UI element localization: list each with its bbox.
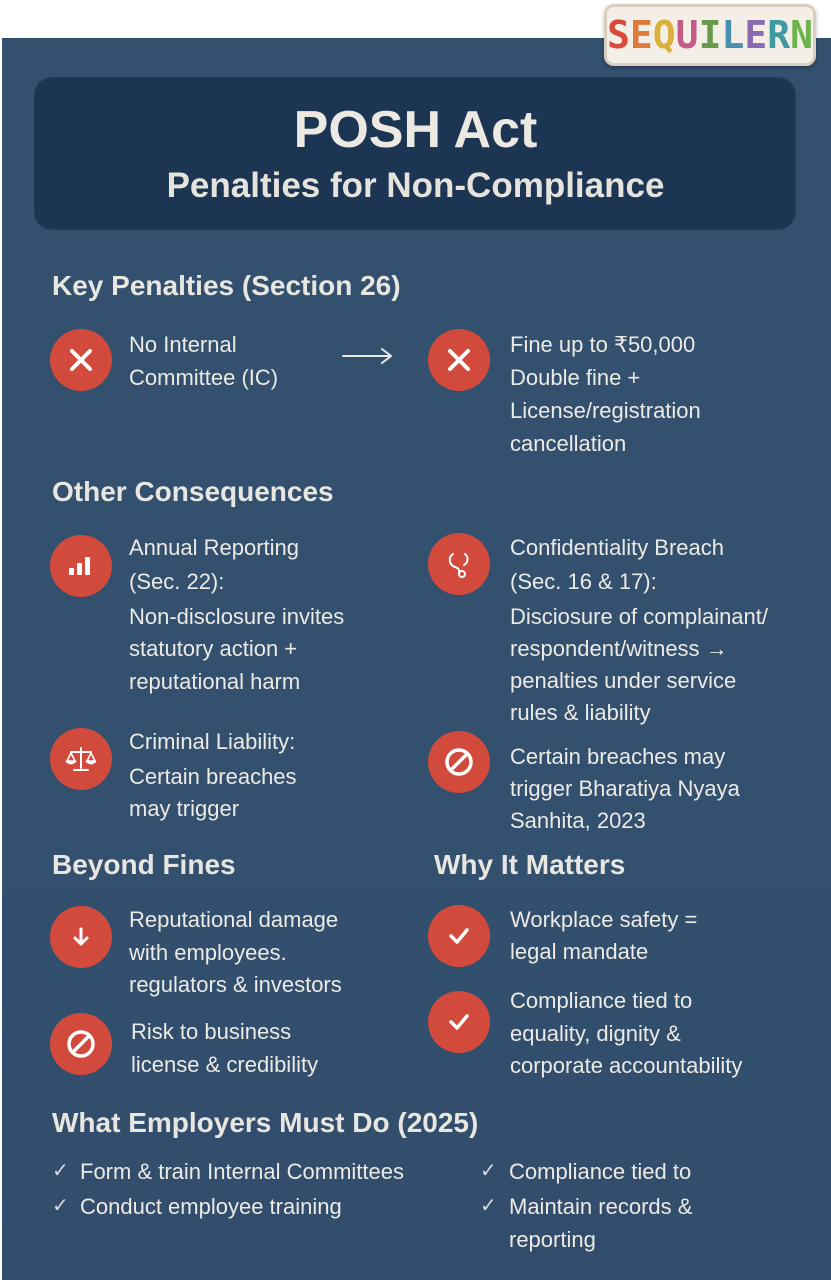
fine-line-2: Double fine +: [510, 365, 641, 390]
compliance-line-1: Compliance tied to: [510, 988, 693, 1013]
checkmark-icon: ✓: [480, 1158, 497, 1182]
prohibited-icon: [428, 731, 490, 793]
employer-item-training: Conduct employee training: [80, 1194, 342, 1219]
arrow-right-icon: [342, 346, 394, 366]
criminal-liability-line-1: Criminal Liability:: [129, 729, 296, 754]
logo-letter: S: [607, 13, 630, 57]
close-x-icon: [428, 329, 490, 391]
reputational-line-3: regulators & investors: [129, 972, 342, 997]
bns-line-3: Sanhita, 2023: [510, 808, 646, 833]
prohibited-icon: [50, 1013, 112, 1075]
employers-heading: What Employers Must Do (2025): [52, 1107, 479, 1138]
no-ic-line-1: No Internal: [129, 332, 237, 357]
employer-item-records-1: Maintain records &: [509, 1194, 693, 1219]
bns-line-2: trigger Bharatiya Nyaya: [510, 776, 740, 801]
reputational-line-2: with employees.: [129, 940, 287, 965]
confidentiality-line-1: Confidentiality Breach: [510, 535, 725, 560]
annual-reporting-line-5: reputational harm: [129, 669, 301, 694]
page-title: POSH Act: [293, 101, 538, 159]
bns-line-1: Certain breaches may: [510, 744, 726, 769]
logo-letter: N: [790, 13, 814, 57]
checkmark-icon: ✓: [52, 1158, 69, 1182]
stethoscope-icon: [428, 533, 490, 595]
confidentiality-line-3: Disciosure of complainant/: [510, 604, 769, 629]
other-consequences-heading: Other Consequences: [52, 476, 334, 507]
logo-letter: L: [721, 13, 745, 57]
fine-line-3: License/registration: [510, 398, 701, 423]
confidentiality-line-6: rules & liability: [510, 700, 651, 725]
compliance-line-3: corporate accountability: [510, 1053, 743, 1078]
close-x-icon: [50, 329, 112, 391]
scales-icon: [50, 728, 112, 790]
sequilern-logo: [604, 4, 816, 66]
employer-item-compliance: Compliance tied to: [509, 1159, 692, 1184]
workplace-safety-line-1: Workplace safety =: [510, 907, 698, 932]
checkmark-icon: [428, 905, 490, 967]
fine-line-1: Fine up to ₹50,000: [510, 332, 696, 357]
confidentiality-line-5: penalties under service: [510, 668, 737, 693]
employer-item-form-train: Form & train Internal Committees: [80, 1159, 404, 1184]
why-it-matters-heading: Why It Matters: [434, 849, 626, 880]
logo-letter: Q: [652, 13, 676, 57]
bar-chart-icon: [50, 535, 112, 597]
annual-reporting-line-2: (Sec. 22):: [129, 569, 225, 594]
fine-line-4: cancellation: [510, 431, 627, 456]
logo-letter: U: [675, 13, 699, 57]
beyond-fines-heading: Beyond Fines: [52, 849, 236, 880]
logo-letter: I: [698, 13, 722, 57]
page-subtitle: Penalties for Non-Compliance: [166, 166, 665, 205]
annual-reporting-line-1: Annual Reporting: [129, 535, 300, 560]
criminal-liability-line-3: may trigger: [129, 796, 240, 821]
arrow-down-icon: [50, 906, 112, 968]
reputational-line-1: Reputational damage: [129, 907, 339, 932]
logo-letter: E: [744, 13, 768, 57]
business-risk-line-1: Risk to business: [131, 1019, 292, 1044]
compliance-line-2: equality, dignity &: [510, 1021, 681, 1046]
business-risk-line-2: license & credibility: [131, 1052, 319, 1077]
workplace-safety-line-2: legal mandate: [510, 939, 649, 964]
checkmark-icon: ✓: [52, 1193, 69, 1217]
confidentiality-line-2: (Sec. 16 & 17):: [510, 569, 657, 594]
employer-item-records-2: reporting: [509, 1227, 596, 1252]
key-penalties-heading: Key Penalties (Section 26): [52, 270, 401, 301]
logo-letter: E: [629, 13, 653, 57]
logo-letter: R: [767, 13, 791, 57]
annual-reporting-line-4: statutory action +: [129, 636, 298, 661]
annual-reporting-line-3: Non-disclosure invites: [129, 604, 345, 629]
confidentiality-line-4: respondent/witness →: [510, 636, 728, 661]
no-ic-line-2: Committee (IC): [129, 365, 279, 390]
checkmark-icon: [428, 991, 490, 1053]
criminal-liability-line-2: Certain breaches: [129, 764, 297, 789]
checkmark-icon: ✓: [480, 1193, 497, 1217]
